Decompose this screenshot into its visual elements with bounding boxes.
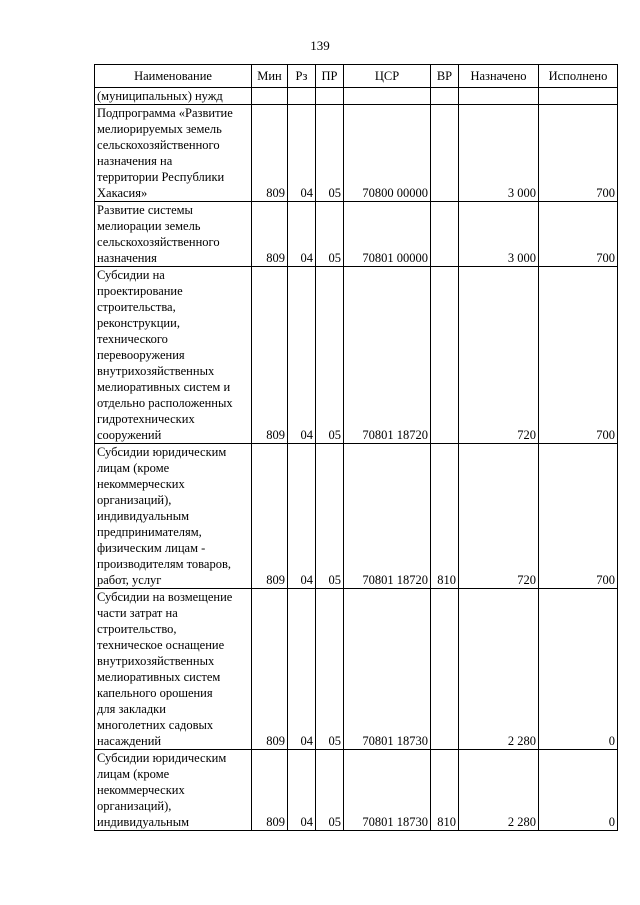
cell-rz: 04	[288, 267, 316, 444]
cell-executed: 700	[539, 202, 618, 267]
cell-vr	[431, 202, 459, 267]
cell-rz: 04	[288, 105, 316, 202]
cell-min: 809	[252, 105, 288, 202]
table-header-row	[95, 65, 618, 88]
cell-executed: 700	[539, 444, 618, 589]
cell-csr: 70801 00000	[344, 202, 431, 267]
cell-assigned: 2 280	[459, 750, 539, 831]
cell-rz: 04	[288, 202, 316, 267]
cell-assigned: 3 000	[459, 105, 539, 202]
cell-pr: 05	[316, 202, 344, 267]
table-row	[95, 750, 618, 831]
cell-executed	[539, 88, 618, 105]
cell-pr: 05	[316, 444, 344, 589]
cell-vr	[431, 105, 459, 202]
cell-csr: 70801 18720	[344, 444, 431, 589]
col-header-name: Наименование	[95, 65, 252, 88]
cell-name: Субсидии на проектирование строительства, реконструкции, технического перевооружения внутрихозяйственных мелиоративных систем и отдельно расположенных гидротехнических сооружений	[95, 267, 252, 444]
table-row	[95, 88, 618, 105]
cell-min: 809	[252, 202, 288, 267]
table-row	[95, 105, 618, 202]
cell-pr	[316, 88, 344, 105]
cell-name: Субсидии юридическим лицам (кроме некоммерческих организаций), индивидуальным	[95, 750, 252, 831]
cell-vr	[431, 589, 459, 750]
cell-assigned: 3 000	[459, 202, 539, 267]
cell-assigned: 2 280	[459, 589, 539, 750]
budget-table	[94, 64, 618, 831]
col-header-assigned: Назначено	[459, 65, 539, 88]
cell-rz	[288, 88, 316, 105]
cell-min: 809	[252, 750, 288, 831]
cell-vr: 810	[431, 750, 459, 831]
cell-rz: 04	[288, 750, 316, 831]
cell-assigned	[459, 88, 539, 105]
col-header-vr: ВР	[431, 65, 459, 88]
cell-vr	[431, 267, 459, 444]
table-row	[95, 589, 618, 750]
cell-csr: 70801 18730	[344, 589, 431, 750]
cell-min: 809	[252, 267, 288, 444]
table-row	[95, 267, 618, 444]
cell-min: 809	[252, 444, 288, 589]
cell-name: Подпрограмма «Развитие мелиорируемых земель сельскохозяйственного назначения на территории Республики Хакасия»	[95, 105, 252, 202]
cell-vr: 810	[431, 444, 459, 589]
cell-assigned: 720	[459, 267, 539, 444]
cell-name: Субсидии юридическим лицам (кроме некоммерческих организаций), индивидуальным предпринимателям, физическим лицам - производителям товаров, работ, услуг	[95, 444, 252, 589]
cell-pr: 05	[316, 750, 344, 831]
col-header-csr: ЦСР	[344, 65, 431, 88]
cell-executed: 700	[539, 105, 618, 202]
col-header-min: Мин	[252, 65, 288, 88]
col-header-rz: Рз	[288, 65, 316, 88]
cell-pr: 05	[316, 589, 344, 750]
cell-pr: 05	[316, 267, 344, 444]
cell-name: (муниципальных) нужд	[95, 88, 252, 105]
col-header-pr: ПР	[316, 65, 344, 88]
cell-vr	[431, 88, 459, 105]
cell-min	[252, 88, 288, 105]
cell-rz: 04	[288, 444, 316, 589]
cell-csr	[344, 88, 431, 105]
cell-csr: 70800 00000	[344, 105, 431, 202]
table-row	[95, 444, 618, 589]
table-row	[95, 202, 618, 267]
cell-executed: 700	[539, 267, 618, 444]
cell-executed: 0	[539, 589, 618, 750]
cell-min: 809	[252, 589, 288, 750]
cell-pr: 05	[316, 105, 344, 202]
cell-csr: 70801 18730	[344, 750, 431, 831]
cell-name: Субсидии на возмещение части затрат на строительство, техническое оснащение внутрихозяйственных мелиоративных систем капельного орошения для закладки многолетних садовых насаждений	[95, 589, 252, 750]
cell-name: Развитие системы мелиорации земель сельскохозяйственного назначения	[95, 202, 252, 267]
page-number: 139	[310, 38, 330, 53]
col-header-executed: Исполнено	[539, 65, 618, 88]
cell-executed: 0	[539, 750, 618, 831]
cell-rz: 04	[288, 589, 316, 750]
cell-csr: 70801 18720	[344, 267, 431, 444]
cell-assigned: 720	[459, 444, 539, 589]
